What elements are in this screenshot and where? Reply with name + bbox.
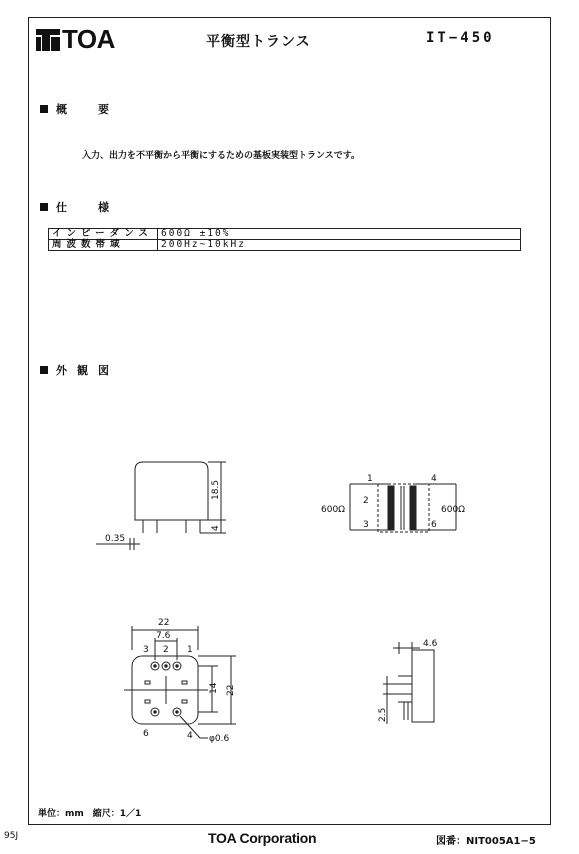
pin-label: 2 xyxy=(363,496,369,506)
document-code: 95J xyxy=(4,831,19,841)
dim-height: 18.5 xyxy=(211,479,221,500)
bottom-view-drawing xyxy=(124,618,236,744)
dim-pin-thickness: 0.35 xyxy=(105,534,126,544)
pin-label: 4 xyxy=(187,731,193,741)
dim-inner: 14 xyxy=(209,682,219,694)
dim-depth: 4.6 xyxy=(423,639,438,649)
dim-hole: φ0.6 xyxy=(209,734,230,744)
section-drawing-heading: 外観図 xyxy=(40,362,119,378)
side-view-drawing xyxy=(96,462,226,550)
right-impedance: 600Ω xyxy=(441,505,466,515)
pin-label: 6 xyxy=(143,729,149,739)
units-scale-note: 単位：mm 縮尺：1／1 xyxy=(38,809,142,819)
overview-text: 入力、出力を不平衡から平衡にするための基板実装型トランスです。 xyxy=(82,151,361,161)
section-overview-heading: 概 要 xyxy=(40,101,119,117)
pin-label: 3 xyxy=(143,645,149,655)
dim-height: 22 xyxy=(226,684,236,696)
document-title: 平衡型トランス xyxy=(206,34,311,50)
pin-label: 6 xyxy=(431,520,437,530)
spec-key: インピーダンス xyxy=(49,229,158,240)
spec-key: 周波数帯域 xyxy=(49,240,158,251)
model-number: IT−450 xyxy=(426,30,495,46)
brand-name: TOA xyxy=(62,24,115,54)
dim-pin-length: 4 xyxy=(211,525,221,531)
dim-pitch: 7.6 xyxy=(156,631,171,641)
transformer-schematic xyxy=(321,474,465,532)
pin-label: 3 xyxy=(363,520,369,530)
edge-view-drawing xyxy=(378,639,438,724)
drawing-number: 図番：NIT005A1−5 xyxy=(436,836,536,847)
dim-pitch: 2.5 xyxy=(378,707,388,722)
spec-value: 200Hz~10kHz xyxy=(158,240,521,251)
corporation-name: TOA Corporation xyxy=(208,830,317,846)
pin-label: 1 xyxy=(187,645,193,655)
pin-label: 4 xyxy=(431,474,437,484)
dim-width: 22 xyxy=(158,618,170,628)
section-specs-heading: 仕 様 xyxy=(40,199,119,215)
pin-label: 1 xyxy=(367,474,373,484)
left-impedance: 600Ω xyxy=(321,505,346,515)
pin-label: 2 xyxy=(163,645,169,655)
spec-value: 600Ω ±10% xyxy=(158,229,521,240)
